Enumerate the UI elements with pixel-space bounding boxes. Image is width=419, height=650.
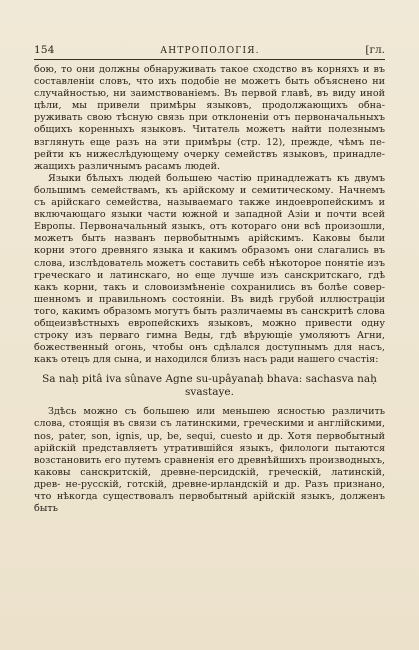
text-line: взглянуть еще разъ на эти примѣры (стр. 12), прежде, чѣмъ пе- — [34, 136, 385, 148]
text-line: можетъ быть названъ первобытнымъ арійскимъ. Каковы были — [34, 233, 385, 245]
text-line: насъ, какъ отецъ для сына, и находился близъ насъ ради нашего — [34, 342, 385, 366]
quote-line: Sa naḥ pitâ iva sûnave Agne su-upâyanaḥ bhava: sachasva naḥ — [42, 373, 377, 386]
text-line: бою, то они должны обнаруживать такое сходство въ корняхъ и — [34, 64, 374, 75]
text-line: нѣкогда существовалъ первобытный арійскій языкъ, долженъ быть — [34, 491, 385, 515]
text-line: иной цѣли, мы привели примѣры языковъ, продолжающихъ обна- — [34, 88, 385, 112]
text-line: шенномъ и правильномъ состояніи. Въ видѣ грубой иллюстраціи — [34, 293, 385, 305]
text-line: большимъ семействамъ, къ арійскому и семитическому. Начнемъ — [34, 184, 385, 196]
body-text-continued — [34, 406, 385, 515]
header-rule — [34, 59, 385, 60]
paragraph-1 — [34, 64, 385, 173]
text-line: каковы санскритскій, древне-персидскій, греческій, латинскій, древ- — [34, 466, 385, 490]
text-line: общихъ коренныхъ языковъ. Читатель можетъ найти полезнымъ — [34, 124, 385, 136]
text-line: счастія: — [337, 354, 379, 366]
text-line: включающаго языки части южной и западной Азіи и почти всей — [34, 209, 385, 221]
text-line: въ составленіи словъ, что ихъ подобіе не можетъ быть объяснено — [34, 64, 385, 88]
text-line: Здѣсь можно съ большею или меньшею ясностью различить слова, — [34, 406, 385, 430]
text-line: арійскій представляетъ утратившійся языкъ, филологи пытаются — [34, 442, 385, 454]
text-line: ни случайностью, ни заимствованіемъ. Въ первой главѣ, въ виду — [34, 76, 385, 100]
paragraph-3 — [34, 406, 385, 515]
text-line: Языки бѣлыхъ людей большею частію принадлежатъ къ двумъ — [48, 172, 385, 184]
text-line: слова общеизвѣстныхъ европейскихъ языковъ, можно привести — [34, 305, 385, 329]
paragraph-2 — [34, 173, 385, 367]
text-line: рейти къ нижеслѣдующему очерку семействъ языковъ, принадле- — [34, 148, 385, 160]
text-line: жащихъ различнымъ расамъ людей. — [34, 160, 221, 172]
text-line: какъ корни, такъ и словоизмѣненіе сохранились въ болѣе совер- — [34, 281, 385, 293]
text-line: возстановить его путемъ сравненія его древнѣйшихъ производныхъ, — [34, 454, 385, 466]
text-line: не-русскій, готскій, древне-ирландскій и др. Разъ признано, что — [34, 478, 385, 502]
text-line: греческаго и латинскаго, но еще лучше изъ санскритскаго, гдѣ — [34, 269, 385, 281]
text-line: Агни, божественный огонь, чтобы онъ сдѣлался доступнымъ для — [34, 330, 385, 354]
text-line: слова, изслѣдователь можетъ составить себѣ нѣкоторое понятіе изъ — [34, 257, 385, 269]
text-line: того, какимъ образомъ могутъ быть различаемы въ санскритѣ — [34, 305, 357, 317]
chapter-mark: [гл. — [365, 44, 385, 56]
text-line: руживать свою тѣсную связь при отклоненіи отъ первоначальныхъ — [34, 112, 385, 124]
text-line: одну строку изъ перваго гимна Веды, гдѣ вѣрующіе умоляютъ — [34, 317, 385, 342]
vedic-quotation — [40, 373, 379, 399]
quote-line: svastaye. — [185, 386, 234, 399]
text-line: pater, son, ignis, up, be, sequi, cuesto и др. Хотя первобытный — [58, 430, 385, 442]
text-line: корни этого древняго языка и какимъ образомъ они слагались въ — [34, 245, 385, 257]
body-text — [34, 64, 385, 366]
text-line: стоящія въ связи съ латинскими, греческими и англійскими, nos, — [34, 418, 385, 442]
page-header — [34, 44, 385, 56]
page-number: 154 — [34, 44, 55, 56]
running-title: АНТРОПОЛОГІЯ. — [160, 46, 260, 56]
text-line: Европы. Первоначальный языкъ, отъ котораго они всѣ произошли, — [34, 221, 385, 233]
text-line: съ арійскаго семейства, называемаго также индоевропейскимъ и — [34, 197, 385, 209]
